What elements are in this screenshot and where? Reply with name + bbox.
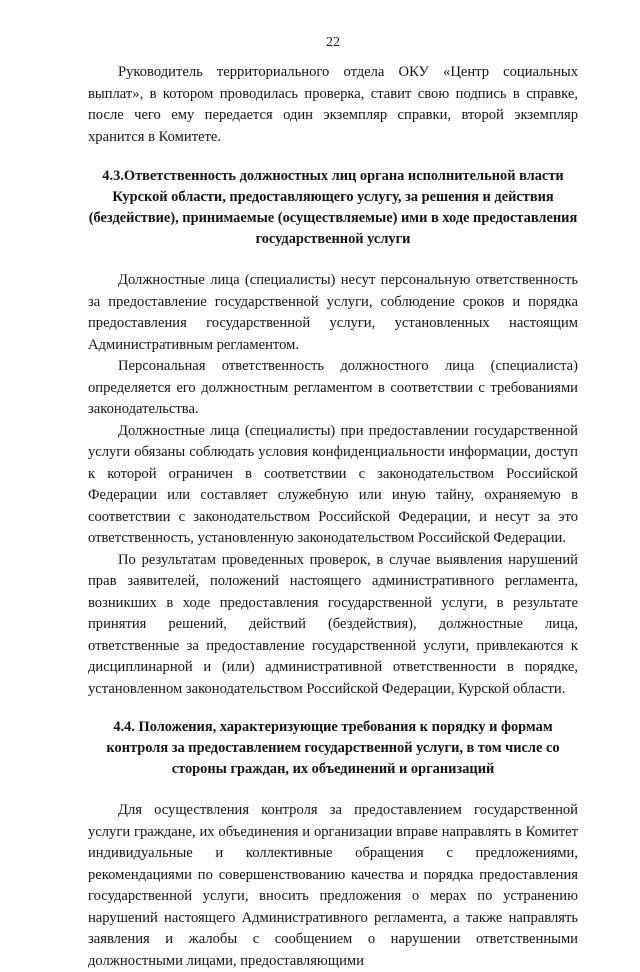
section-4-4-heading: 4.4. Положения, характеризующие требования к порядку и формам контроля за предоставлением государственной услуги, в том числе со стороны граждан, их объединений и организаций [106, 719, 560, 777]
section-4-3-heading: 4.3.Ответственность должностных лиц органа исполнительной власти Курской области, предоставляющего услугу, за решения и действия (бездействие), принимаемые (осуществляемые) ими в ходе предоставления государственной услуги [88, 168, 578, 247]
section-4-3-paragraph-1: Должностные лица (специалисты) несут персональную ответственность за предоставление государственной услуги, соблюдение сроков и порядка предоставления государственной услуги, установленных настоящим Административным регламентом. [88, 272, 578, 353]
page-number: 22 [326, 35, 340, 50]
document-body [88, 62, 578, 972]
section-4-3-paragraph-2: Персональная ответственность должностного лица (специалиста) определяется его должностным регламентом в соответствии с требованиями законодательства. [88, 358, 578, 417]
document-page [88, 0, 578, 969]
section-4-3-paragraph-4: По результатам проведенных проверок, в случае выявления нарушений прав заявителей, положений настоящего административного регламента, возникших в ходе предоставления государственной услуги, в результате принятия решений, действий (бездействия), должностные лица, ответственные за предоставление государственной услуги, привлекаются к дисциплинарной и (или) административной ответственности в порядке, установленном законодательством Российской Федерации, Курской области. [88, 551, 578, 697]
section-4-4-paragraph-1: Для осуществления контроля за предоставлением государственной услуги граждане, их объединения и организации вправе направлять в Комитет индивидуальные и коллективные обращения с предложениями, рекомендациями по совершенствованию качества и порядка предоставления государственной услуги, вносить предложения о мерах по устранению нарушений настоящего Административного регламента, а также направлять заявления и жалобы с сообщением о нарушении ответственными должностными лицами, предоставляющими [88, 802, 578, 969]
intro-paragraph: Руководитель территориального отдела ОКУ «Центр социальных выплат», в котором проводилась проверка, ставит свою подпись в справке, после чего ему передается один экземпляр справки, второй экземпляр хранится в Комитете. [88, 64, 578, 145]
section-4-3-paragraph-3: Должностные лица (специалисты) при предоставлении государственной услуги обязаны соблюдать условия конфиденциальности информации, доступ к которой ограничен в соответствии с законодательством Российской Федерации или составляет служебную или иную тайну, охраняемую в соответствии с законодательством Российской Федерации, и несут за это ответственность, установленную законодательством Российской Федерации. [88, 422, 578, 546]
